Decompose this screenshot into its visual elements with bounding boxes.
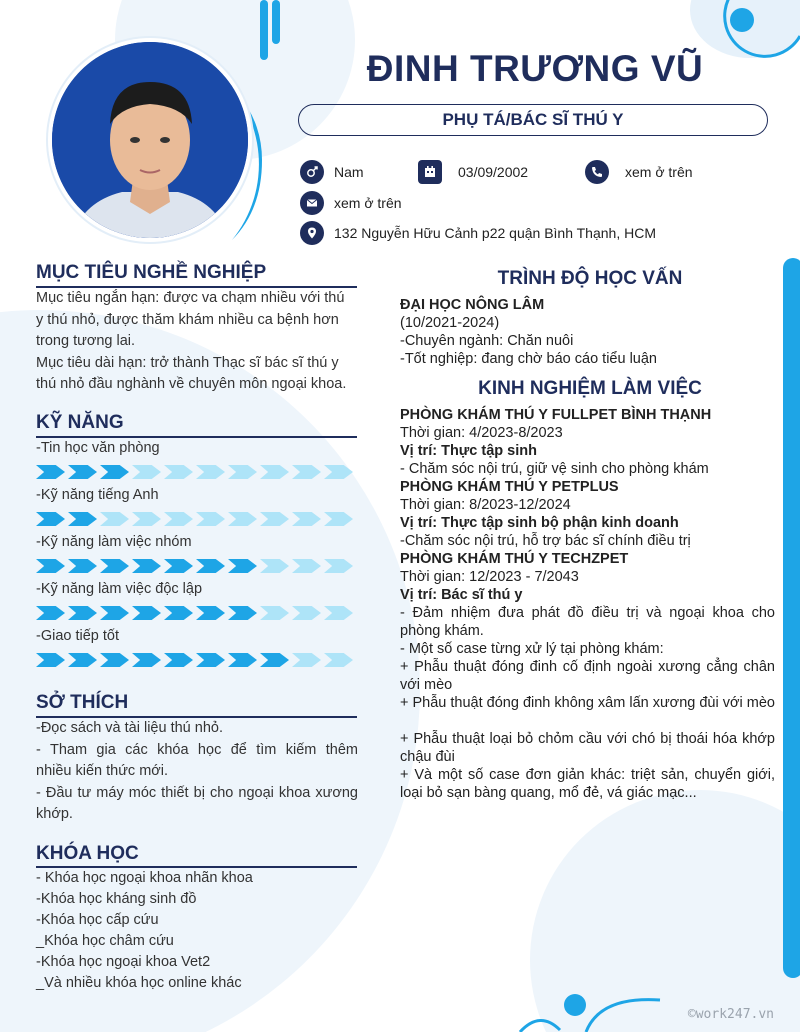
objective-line: thú nhỏ đầu nghành về chuyên môn ngoại khoa.: [36, 376, 347, 392]
course-item: _Và nhiều khóa học online khác: [36, 975, 242, 991]
hobby-line: - Đầu tư máy móc thiết bị cho ngoại khoa xương: [36, 784, 358, 801]
person-portrait-icon: [52, 42, 248, 238]
experience-title: KINH NGHIỆM LÀM VIỆC: [478, 378, 702, 399]
skill-rating: [36, 606, 353, 620]
skill-rating: [36, 512, 353, 526]
skill-label: -Kỹ năng làm việc nhóm: [36, 534, 192, 550]
job-role: Vị trí: Thực tập sinh: [400, 443, 537, 459]
skill-arrow-filled: [68, 465, 97, 479]
skill-arrow-filled: [36, 512, 65, 526]
courses-list: [36, 868, 253, 994]
courses-title: KHÓA HỌC: [36, 843, 139, 864]
skill-label: -Kỹ năng làm việc độc lập: [36, 581, 203, 597]
hobbies-text: [36, 718, 358, 826]
skill-arrow-empty: [196, 512, 225, 526]
skill-arrow-empty: [260, 559, 289, 573]
course-item: _Khóa học châm cứu: [36, 933, 174, 949]
job-time: Thời gian: 8/2023-12/2024: [400, 497, 571, 513]
skill-arrow-empty: [324, 606, 353, 620]
address-value: 132 Nguyễn Hữu Cảnh p22 quận Bình Thạnh, HCM: [334, 225, 656, 241]
skill-arrow-empty: [292, 653, 321, 667]
objective-title: MỤC TIÊU NGHỀ NGHIỆP: [36, 262, 267, 283]
email-info: [300, 191, 402, 215]
job-detail: + Phẫu thuật loại bỏ chỏm cầu với chó bị thoái hóa khớp chậu đùi: [400, 731, 775, 765]
job-time: Thời gian: 4/2023-8/2023: [400, 425, 563, 441]
skill-arrow-filled: [68, 559, 97, 573]
skill-arrow-filled: [100, 606, 129, 620]
skill-arrow-empty: [292, 559, 321, 573]
education-title: TRÌNH ĐỘ HỌC VẤN: [497, 268, 683, 289]
skill-arrow-filled: [260, 653, 289, 667]
birthday-value: 03/09/2002: [458, 164, 529, 180]
course-item: -Khóa học ngoại khoa Vet2: [36, 954, 211, 970]
objective-text: [36, 288, 366, 396]
skill-rating: [36, 559, 353, 573]
skills-title: KỸ NĂNG: [36, 412, 124, 433]
phone-icon: [585, 160, 609, 184]
skill-arrow-filled: [100, 465, 129, 479]
skill-arrow-empty: [228, 512, 257, 526]
job-time: Thời gian: 12/2023 - 7/2043: [400, 569, 579, 585]
email-value: xem ở trên: [334, 195, 402, 211]
skill-arrow-empty: [164, 512, 193, 526]
skill-arrow-empty: [292, 465, 321, 479]
calendar-icon: [418, 160, 442, 184]
job-desc: -Chăm sóc nội trú, hỗ trợ bác sĩ chính điều trị: [400, 533, 691, 549]
skill-arrow-filled: [164, 653, 193, 667]
skill-arrow-filled: [164, 606, 193, 620]
skill-arrow-empty: [292, 606, 321, 620]
hobby-line: - Tham gia các khóa học để tìm kiếm thêm: [36, 741, 358, 758]
skills-divider: [36, 436, 357, 438]
skill-arrow-empty: [324, 559, 353, 573]
education-graduation: -Tốt nghiệp: đang chờ báo cáo tiểu luận: [400, 351, 657, 367]
skill-label: -Tin học văn phòng: [36, 440, 160, 456]
skill-arrow-filled: [100, 653, 129, 667]
course-item: -Khóa học cấp cứu: [36, 912, 159, 928]
skill-arrow-filled: [228, 559, 257, 573]
hobby-line: -Đọc sách và tài liệu thú nhỏ.: [36, 720, 223, 736]
location-pin-icon: [300, 221, 324, 245]
skill-arrow-empty: [132, 465, 161, 479]
skill-arrow-empty: [260, 512, 289, 526]
phone-value: xem ở trên: [625, 164, 693, 180]
skill-arrow-filled: [132, 653, 161, 667]
job-role: Vị trí: Bác sĩ thú y: [400, 587, 523, 603]
skill-arrow-filled: [196, 606, 225, 620]
skill-arrow-filled: [164, 559, 193, 573]
candidate-name: ĐINH TRƯƠNG VŨ: [366, 48, 704, 89]
objective-line: Mục tiêu dài hạn: trở thành Thạc sĩ bác sĩ thú y: [36, 354, 339, 371]
skill-arrow-empty: [100, 512, 129, 526]
skill-label: -Kỹ năng tiếng Anh: [36, 487, 159, 503]
skill-arrow-filled: [132, 606, 161, 620]
course-item: - Khóa học ngoại khoa nhãn khoa: [36, 870, 253, 886]
skill-arrow-filled: [228, 606, 257, 620]
objective-line: y thú nhỏ, được thăm khám nhiều ca bệnh hơn: [36, 311, 339, 328]
skill-arrow-empty: [324, 465, 353, 479]
job-detail: + Phẫu thuật đóng đinh không xâm lấn xương đùi với mèo: [400, 695, 775, 711]
skill-arrow-filled: [36, 606, 65, 620]
job-company: PHÒNG KHÁM THÚ Y PETPLUS: [400, 479, 619, 495]
job-detail: + Và một số case đơn giản khác: triệt sản, chuyển giới, loại bỏ sạn bàng quang, mổ đẻ, vá giác mạc...: [400, 767, 775, 801]
skill-arrow-filled: [68, 512, 97, 526]
skill-rating: [36, 653, 353, 667]
watermark: ©work247.vn: [687, 1007, 774, 1022]
skill-arrow-filled: [36, 559, 65, 573]
education-period: (10/2021-2024): [400, 315, 500, 331]
skill-arrow-empty: [196, 465, 225, 479]
job-company: PHÒNG KHÁM THÚ Y TECHZPET: [400, 551, 629, 567]
skill-arrow-empty: [132, 512, 161, 526]
skill-arrow-filled: [196, 559, 225, 573]
job-company: PHÒNG KHÁM THÚ Y FULLPET BÌNH THẠNH: [400, 407, 712, 423]
skill-arrow-filled: [132, 559, 161, 573]
objective-line: Mục tiêu ngắn hạn: được va chạm nhiều với thú: [36, 290, 345, 306]
skill-arrow-empty: [324, 653, 353, 667]
gender-info: [300, 160, 364, 184]
skill-arrow-empty: [292, 512, 321, 526]
birthday-info: [418, 160, 528, 184]
gender-icon: [300, 160, 324, 184]
skill-arrow-empty: [228, 465, 257, 479]
job-role: Vị trí: Thực tập sinh bộ phận kinh doanh: [400, 515, 679, 531]
job-title: PHỤ TÁ/BÁC SĨ THÚ Y: [298, 104, 768, 136]
job-detail: - Đảm nhiệm đưa phát đồ điều trị và ngoại khoa cho phòng khám.: [400, 605, 775, 639]
skill-arrow-empty: [260, 606, 289, 620]
skill-arrow-filled: [68, 653, 97, 667]
job-detail: + Phẫu thuật đóng đinh cố định ngoài xương cẳng chân với mèo: [400, 659, 775, 693]
hobbies-title: SỞ THÍCH: [36, 692, 129, 713]
skill-arrow-empty: [164, 465, 193, 479]
job-desc: - Chăm sóc nội trú, giữ vệ sinh cho phòng khám: [400, 461, 709, 477]
course-item: -Khóa học kháng sinh đồ: [36, 891, 197, 907]
education-major: -Chuyên ngành: Chăn nuôi: [400, 333, 574, 349]
gender-value: Nam: [334, 164, 364, 180]
skill-arrow-empty: [260, 465, 289, 479]
email-icon: [300, 191, 324, 215]
skill-rating: [36, 465, 353, 479]
hobby-line: nhiều kiến thức mới.: [36, 763, 169, 779]
skill-arrow-filled: [196, 653, 225, 667]
phone-info: [585, 160, 693, 184]
objective-line: trong tương lai.: [36, 333, 136, 349]
hobby-line: khớp.: [36, 806, 73, 822]
address-info: [300, 221, 656, 245]
skill-arrow-filled: [36, 465, 65, 479]
education-school: ĐẠI HỌC NÔNG LÂM: [400, 297, 545, 313]
job-detail: - Một số case từng xử lý tại phòng khám:: [400, 641, 664, 657]
skill-arrow-filled: [36, 653, 65, 667]
skill-arrow-filled: [228, 653, 257, 667]
skill-arrow-empty: [324, 512, 353, 526]
skill-arrow-filled: [68, 606, 97, 620]
skill-label: -Giao tiếp tốt: [36, 628, 120, 644]
profile-photo: [52, 42, 248, 238]
skill-arrow-filled: [100, 559, 129, 573]
